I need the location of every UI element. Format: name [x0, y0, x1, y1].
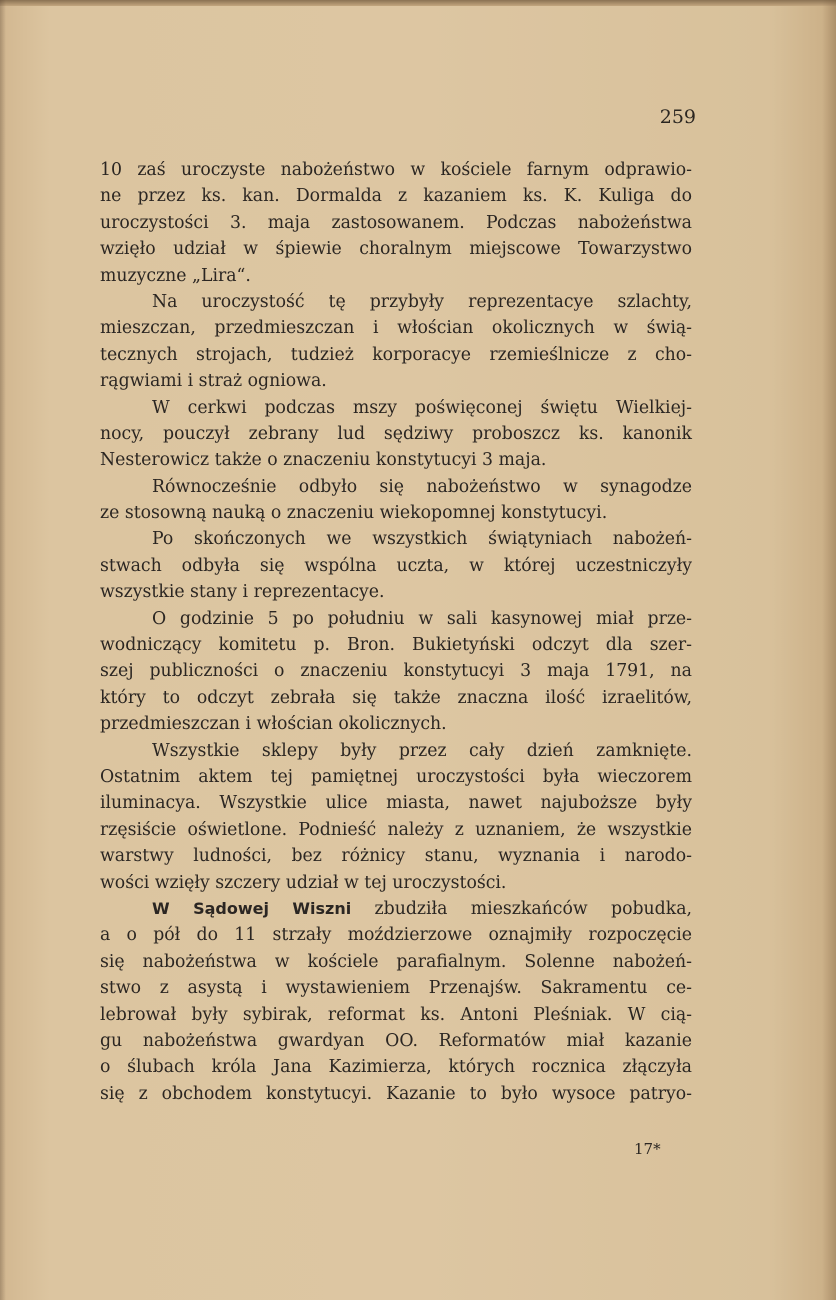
paragraph-start-line: Na uroczystość tę przybyły reprezentacye szlachty, [152, 291, 692, 312]
text-line: ne przez ks. kan. Dormalda z kazaniem ks. K. Kuliga do [100, 186, 692, 207]
paragraph-start-line: Wszystkie sklepy były przez cały dzień zamknięte. [152, 740, 692, 761]
text-line: przedmieszczan i włościan okolicznych. [100, 714, 447, 735]
body-text [100, 157, 692, 1107]
text-line: nocy, pouczył zebrany lud sędziwy proboszcz ks. kanonik [100, 423, 692, 444]
text-line: szej publiczności o znaczeniu konstytucyi 3 maja 1791, na [100, 661, 692, 682]
text-line: wości wzięły szczery udział w tej uroczystości. [100, 872, 507, 893]
text-line-rest: zbudziła mieszkańców pobudka, [351, 898, 692, 919]
text-line: warstwy ludności, bez różnicy stanu, wyznania i narodo- [100, 846, 692, 867]
paragraph-start-line: Po skończonych we wszystkich świątyniach nabożeń- [152, 529, 692, 550]
text-line: o ślubach króla Jana Kazimierza, których rocznica złączyła [100, 1057, 692, 1078]
paragraph-start-line: W cerkwi podczas mszy poświęconej świętu Wielkiej- [152, 397, 692, 418]
text-line: lebrował były sybirak, reformat ks. Antoni Pleśniak. W cią- [100, 1004, 692, 1025]
text-line: muzyczne „Lira“. [100, 265, 251, 286]
text-line: Ostatnim aktem tej pamiętnej uroczystości była wieczorem [100, 766, 692, 787]
text-line: rągwiami i straż ogniowa. [100, 371, 327, 392]
text-line: ze stosowną nauką o znaczeniu wiekopomnej konstytucyi. [100, 503, 608, 524]
paragraph-start-line: O godzinie 5 po południu w sali kasynowej miał prze- [152, 608, 692, 629]
text-line: a o pół do 11 strzały moździerzowe oznajmiły rozpoczęcie [100, 925, 692, 946]
text-line: wzięło udział w śpiewie choralnym miejscowe Towarzystwo [100, 239, 692, 260]
paragraph-start-line: Równocześnie odbyło się nabożeństwo w synagodze [152, 476, 692, 497]
text-line: uroczystości 3. maja zastosowanem. Podczas nabożeństwa [100, 212, 692, 233]
text-line: stwo z asystą i wystawieniem Przenajśw. Sakramentu ce- [100, 978, 692, 999]
printer-signature-mark: 17* [634, 1140, 661, 1158]
text-line: gu nabożeństwa gwardyan OO. Reformatów miał kazanie [100, 1030, 692, 1051]
page-left-edge [0, 0, 6, 1300]
text-line: mieszczan, przedmieszczan i włościan okolicznych w świą- [100, 318, 692, 339]
text-line: rzęsiście oświetlone. Podnieść należy z uznaniem, że wszystkie [100, 819, 692, 840]
page-right-edge [822, 0, 836, 1300]
text-line: wszystkie stany i reprezentacye. [100, 582, 385, 603]
text-line: wodniczący komitetu p. Bron. Bukietyński odczyt dla szer- [100, 635, 692, 656]
text-line: iluminacya. Wszystkie ulice miasta, nawet najuboższe były [100, 793, 692, 814]
text-line: się nabożeństwa w kościele parafialnym. Solenne nabożeń- [100, 951, 692, 972]
text-line: stwach odbyła się wspólna uczta, w której uczestniczyły [100, 555, 692, 576]
text-line: Nesterowicz także o znaczeniu konstytucyi 3 maja. [100, 450, 547, 471]
place-name-heading: W Sądowej Wiszni [152, 898, 352, 918]
text-line: 10 zaś uroczyste nabożeństwo w kościele farnym odprawio- [100, 160, 692, 180]
text-line: się z obchodem konstytucyi. Kazanie to było wysoce patryo- [100, 1083, 692, 1104]
page-number: 259 [659, 106, 696, 128]
text-line: który to odczyt zebrała się także znaczna ilość izraelitów, [100, 687, 692, 708]
paragraph-start-line [100, 896, 692, 922]
text-line: tecznych strojach, tudzież korporacye rzemieślnicze z cho- [100, 344, 692, 365]
page-top-edge [0, 0, 836, 6]
